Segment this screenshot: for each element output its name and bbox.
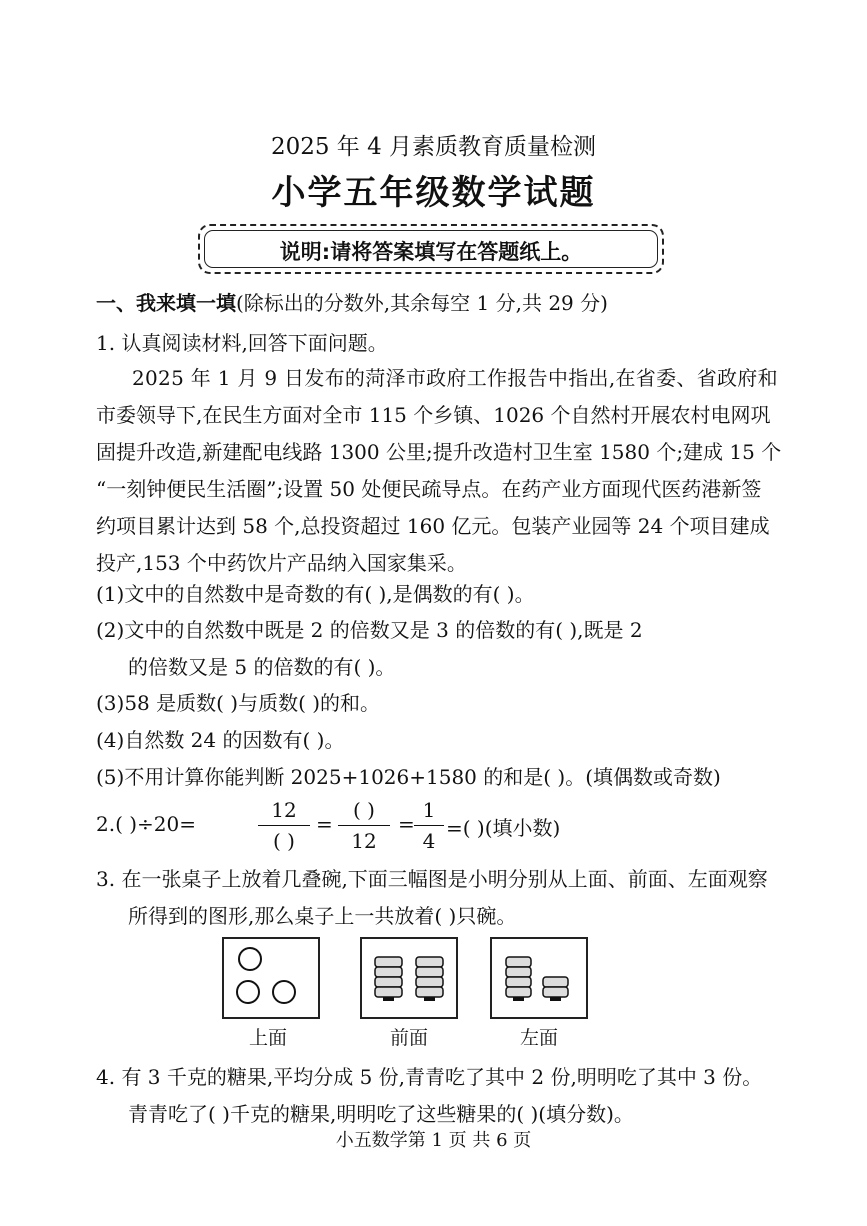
q2-end: =( )(填小数)	[446, 816, 561, 840]
q2-start: 2.( )÷20=	[96, 812, 197, 836]
fraction-numerator: 1	[422, 798, 436, 822]
q2-equals: =	[398, 812, 415, 836]
section-heading	[96, 287, 608, 316]
q1-passage-line: 投产,153 个中药饮片产品纳入国家集采。	[96, 551, 467, 575]
q2-fraction-2	[338, 797, 390, 854]
fraction-numerator: 12	[271, 798, 297, 822]
q4-line2: 青青吃了( )千克的糖果,明明吃了这些糖果的( )(填分数)。	[128, 1102, 634, 1126]
fraction-denominator: ( )	[273, 829, 295, 853]
front-view-drawing	[362, 939, 456, 1017]
fraction-denominator: 4	[422, 829, 436, 853]
q1-passage-line: 市委领导下,在民生方面对全市 115 个乡镇、1026 个自然村开展农村电网巩	[96, 403, 771, 427]
q2-fraction-1	[258, 797, 310, 854]
caption-left-view: 左面	[520, 1027, 559, 1049]
q3-line1: 3. 在一张桌子上放着几叠碗,下面三幅图是小明分别从上面、前面、左面观察	[96, 867, 768, 891]
left-view-figure	[490, 937, 588, 1019]
q1-sub2-cont: 的倍数又是 5 的倍数的有( )。	[128, 655, 396, 679]
page-footer: 小五数学第 1 页 共 6 页	[335, 1130, 532, 1151]
q1-sub1: (1)文中的自然数中是奇数的有( ),是偶数的有( )。	[96, 582, 535, 606]
top-view-figure	[222, 937, 320, 1019]
section-heading-label: 一、我来填一填	[96, 291, 236, 315]
exam-title: 小学五年级数学试题	[271, 173, 596, 213]
q2-equals: =	[316, 812, 333, 836]
caption-top-view: 上面	[249, 1027, 288, 1049]
q1-passage-line: 约项目累计达到 58 个,总投资超过 160 亿元。包装产业园等 24 个项目建成	[96, 514, 770, 538]
q3-line2: 所得到的图形,那么桌子上一共放着( )只碗。	[128, 904, 517, 928]
fraction-numerator: ( )	[353, 798, 375, 822]
q1-sub3: (3)58 是质数( )与质数( )的和。	[96, 691, 381, 715]
q1-sub2: (2)文中的自然数中既是 2 的倍数又是 3 的倍数的有( ),既是 2	[96, 618, 643, 642]
q4-line1: 4. 有 3 千克的糖果,平均分成 5 份,青青吃了其中 2 份,明明吃了其中 3 份。	[96, 1065, 763, 1089]
top-view-drawing	[224, 939, 318, 1017]
instruction-note: 说明:请将答案填写在答题纸上。	[279, 240, 583, 264]
q1-passage-line: 固提升改造,新建配电线路 1300 公里;提升改造村卫生室 1580 个;建成 15 个	[96, 440, 782, 464]
q1-passage-line: “一刻钟便民生活圈”;设置 50 处便民疏导点。在药产业方面现代医药港新签	[96, 477, 762, 501]
q1-sub5: (5)不用计算你能判断 2025+1026+1580 的和是( )。(填偶数或奇数)	[96, 765, 721, 789]
q2-fraction-3	[414, 797, 444, 854]
section-heading-scoring: (除标出的分数外,其余每空 1 分,共 29 分)	[236, 291, 608, 315]
q1-sub4: (4)自然数 24 的因数有( )。	[96, 728, 345, 752]
front-view-figure	[360, 937, 458, 1019]
fraction-denominator: 12	[351, 829, 377, 853]
caption-front-view: 前面	[390, 1027, 429, 1049]
q1-passage-line: 2025 年 1 月 9 日发布的菏泽市政府工作报告中指出,在省委、省政府和	[132, 366, 778, 390]
left-view-drawing	[492, 939, 586, 1017]
q1-stem: 1. 认真阅读材料,回答下面问题。	[96, 331, 388, 355]
exam-subtitle: 2025 年 4 月素质教育质量检测	[270, 134, 597, 160]
